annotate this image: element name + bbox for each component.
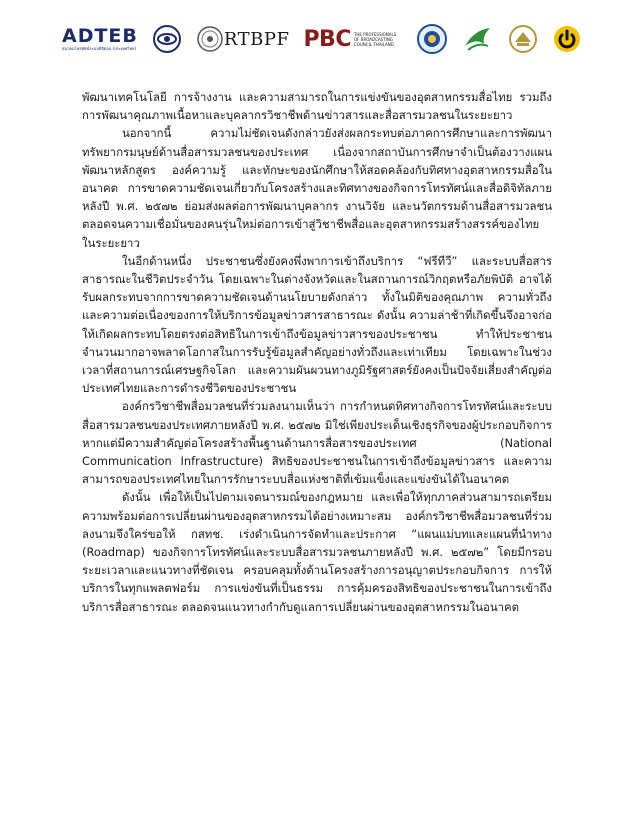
gold-emblem-icon — [508, 24, 538, 54]
pbc-logo — [303, 27, 402, 52]
blue-seal-logo — [416, 23, 448, 55]
pbc-logo-text: PBC — [303, 26, 351, 52]
eye-emblem-icon — [152, 24, 182, 54]
green-bird-icon — [462, 24, 494, 54]
power-icon — [552, 24, 582, 54]
rtbpf-logo — [196, 25, 290, 53]
letter-body — [82, 88, 552, 616]
paragraph-1: พัฒนาเทคโนโลยี การจ้างงาน และความสามารถในการแข่งขันของอุตสาหกรรมสื่อไทย รวมถึงการพัฒนาคุณภาพเนื้อหาและบุคลากรวิชาชีพด้านข่าวสารและสื่อสารมวลชนในระยะยาว — [82, 90, 552, 123]
gold-emblem-logo — [508, 24, 538, 54]
pbc-logo-subtitle: THE PROFESSIONALS OF BROADCASTING COUNCIL THAILAND — [353, 31, 397, 47]
paragraph-3: ในอีกด้านหนึ่ง ประชาชนซึ่งยังคงพึ่งพาการเข้าถึงบริการ “ฟรีทีวี” และระบบสื่อสารสาธารณะในชีวิตประจำวัน โดยเฉพาะในต่างจังหวัดและในสถานการณ์วิกฤตหรือภัยพิบัติ อาจได้รับผลกระทบจากการขาดความชัดเจนด้านนโยบายดังกล่าว ทั้งในมิติของคุณภาพ ความทั่วถึง และความต่อเนื่องของการให้บริการข้อมูลข่าวสารสาธารณะ ดังนั้น ความล่าช้าที่เกิดขึ้นจึงอาจก่อให้เกิดผลกระทบโดยตรงต่อสิทธิในการเข้าถึงข้อมูลข่าวสารของประชาชน ทำให้ประชาชนจำนวนมากอาจพลาดโอกาสในการรับรู้ข้อมูลสำคัญอย่างทั่วถึงและเท่าเทียม โดยเฉพาะในช่วงเวลาที่สถานการณ์เศรษฐกิจโลก และความผันผวนทางภูมิรัฐศาสตร์ยังคงเป็นปัจจัยเสี่ยงสำคัญต่อประเทศไทยและการดำรงชีวิตของประชาชน — [82, 253, 552, 396]
rtbpf-logo-text: RTBPF — [223, 28, 290, 50]
adteb-logo — [62, 26, 138, 52]
rtbpf-seal-icon — [196, 25, 224, 53]
adteb-logo-subtitle: สมาคมโทรทัศน์ระบบดิจิตอล (ประเทศไทย) — [62, 46, 137, 51]
eye-emblem-logo — [152, 24, 182, 54]
paragraph-5: ดังนั้น เพื่อให้เป็นไปตามเจตนารมณ์ของกฎหมาย และเพื่อให้ทุกภาคส่วนสามารถเตรียมความพร้อมต่อการเปลี่ยนผ่านของอุตสาหกรรมได้อย่างเหมาะสม องค์กรวิชาชีพสื่อมวลชนที่ร่วมลงนามจึงใคร่ขอให้ กสทช. เร่งดำเนินการจัดทำและประกาศ “แผนแม่บทและแผนที่นำทาง (Roadmap) ของกิจการโทรทัศน์และระบบสื่อสารมวลชนภายหลังปี พ.ศ. ๒๕๗๒” โดยมีกรอบระยะเวลาและแนวทางที่ชัดเจน ครอบคลุมทั้งด้านโครงสร้างการอนุญาตประกอบกิจการ การให้บริการในทุกแพลตฟอร์ม การแข่งขันที่เป็นธรรม การคุ้มครองสิทธิของประชาชนในการเข้าถึงบริการสื่อสาธารณะ ตลอดจนแนวทางกำกับดูแลการเปลี่ยนผ่านของอุตสาหกรรมในอนาคต — [82, 490, 552, 614]
green-bird-logo — [462, 24, 494, 54]
adteb-logo-text: ADTEB — [62, 25, 138, 47]
paragraph-4: องค์กรวิชาชีพสื่อมวลชนที่ร่วมลงนามเห็นว่า การกำหนดทิศทางกิจการโทรทัศน์และระบบสื่อสารมวลชนของประเทศภายหลังปี พ.ศ. ๒๕๗๒ มิใช่เพียงประเด็นเชิงธุรกิจของผู้ประกอบกิจการ หากแต่มีความสำคัญต่อโครงสร้างพื้นฐานด้านการสื่อสารของประเทศ (National Communication Infrastructure) สิทธิของประชาชนในการเข้าถึงข้อมูลข่าวสาร และความสามารถของประเทศไทยในการรักษาระบบสื่อแห่งชาติที่เข้มแข็งและแข่งขันได้ในอนาคต — [82, 399, 552, 487]
power-logo — [552, 24, 582, 54]
logo-bar — [62, 12, 582, 66]
blue-seal-icon — [416, 23, 448, 55]
paragraph-2: นอกจากนี้ ความไม่ชัดเจนดังกล่าวยังส่งผลกระทบต่อภาคการศึกษาและการพัฒนาทรัพยากรมนุษย์ด้านสื่อสารมวลชนของประเทศ เนื่องจากสถาบันการศึกษาจำเป็นต้องวางแผนพัฒนาหลักสูตร องค์ความรู้ และทักษะของนักศึกษาให้สอดคล้องกับทิศทางอุตสาหกรรมสื่อในอนาคต การขาดความชัดเจนเกี่ยวกับโครงสร้างและทิศทางของกิจการโทรทัศน์และสื่อดิจิทัลภายหลังปี พ.ศ. ๒๕๗๒ ย่อมส่งผลต่อการพัฒนาบุคลากร งานวิจัย และนวัตกรรมด้านสื่อสารมวลชน ตลอดจนความเชื่อมั่นของคนรุ่นใหม่ต่อการเข้าสู่วิชาชีพสื่อและอุตสาหกรรมสร้างสรรค์ของไทยในระยะยาว — [82, 126, 552, 250]
